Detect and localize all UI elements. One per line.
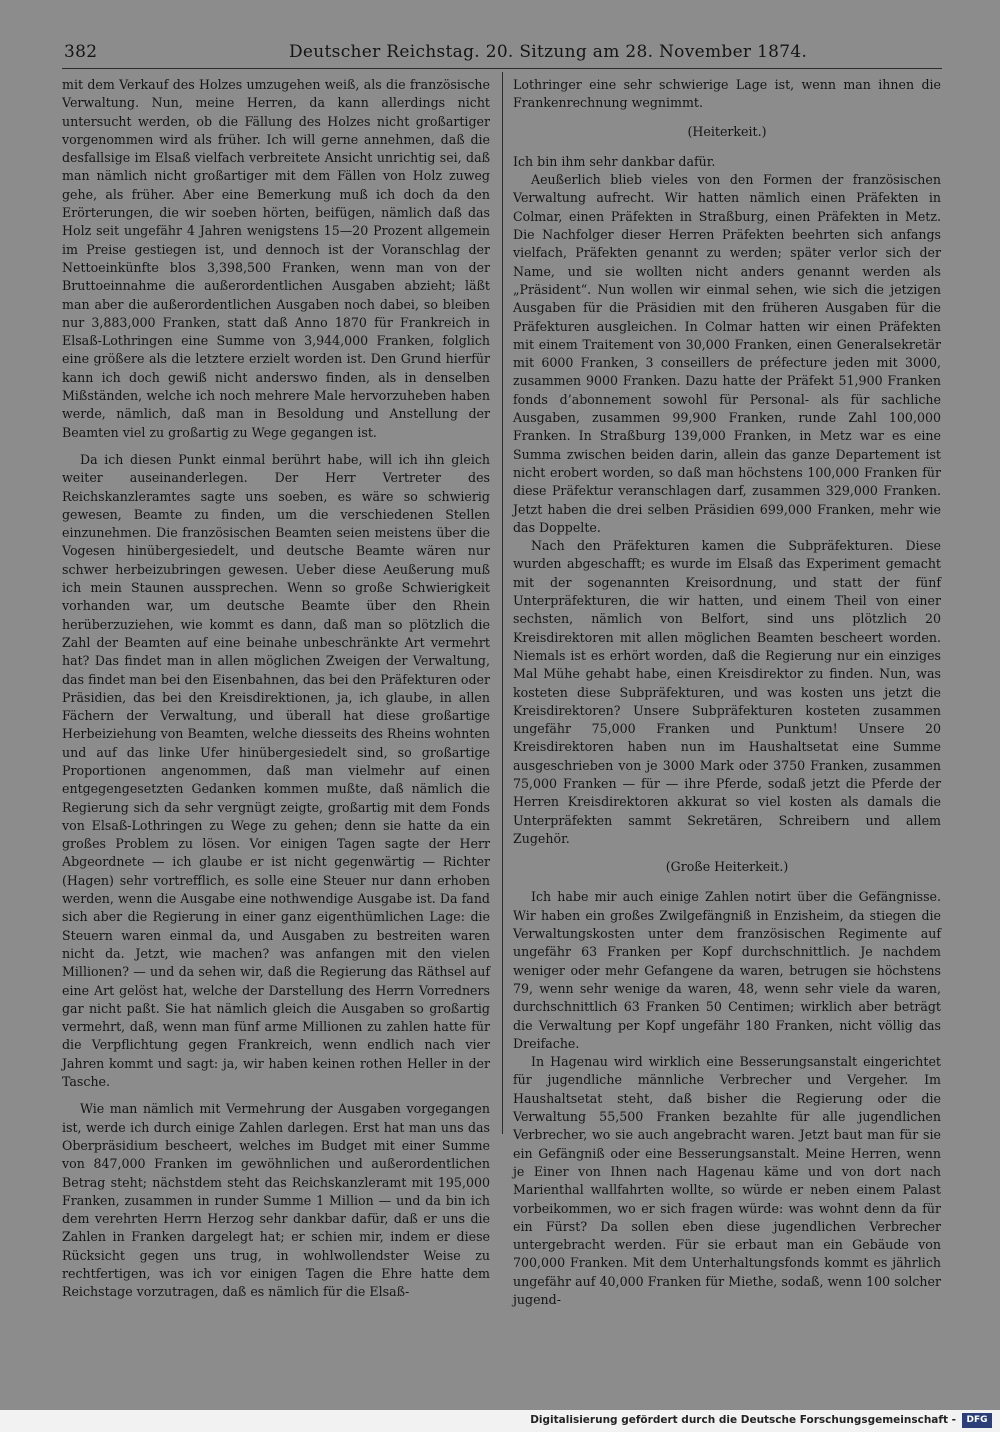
- interjection: (Heiterkeit.): [687, 123, 767, 139]
- right-column: [513, 76, 941, 1309]
- footer-bar: [0, 1410, 1000, 1432]
- paragraph: Nach den Präfekturen kamen die Subpräfekturen. Diese wurden abgeschafft; es wurde im Elsaß das Experiment gemacht mit der sogenannten Kreisordnung, und statt der fünf Unterpräfekturen, die wir hatten, und einem Theil von einer sechsten, nämlich von Belfort, sind uns plötzlich 20 Kreisdirektoren mit allen möglichen Beamten bescheert worden. Niemals ist es erhört worden, daß die Regierung nur ein einziges Mal Mühe gehabt habe, einen Kreisdirektor zu finden. Nun, was kosteten diese Subpräfekturen, und was kosten uns jetzt die Kreisdirektoren? Unsere Subpräfekturen kosteten zusammen ungefähr 75,000 Franken und Punktum! Unsere 20 Kreisdirektoren haben nun im Haushaltsetat eine Summe ausgeschrieben von je 3000 Mark oder 3750 Franken, zusammen 75,000 Franken — für — ihre Pferde, sodaß jetzt die Pferde der Herren Kreisdirektoren akkurat so viel kosten als damals die Unterpräfekten sammt Sekretären, Schreibern und allem Zugehör.: [513, 538, 941, 846]
- paragraph: In Hagenau wird wirklich eine Besserungsanstalt eingerichtet für jugendliche männliche Verbrecher und Vergeher. Im Haushaltsetat steht, daß bisher die Regierung oder die Verwaltung 55,500 Franken bezahlte für alle jugendlichen Verbrecher, wo sie auch angebracht waren. Jetzt baut man für sie ein Gefängniß oder eine Besserungsanstalt. Meine Herren, wenn je Einer von Ihnen nach Hagenau käme und von dort nach Marienthal wallfahrten wollte, so würde er neben einem Palast vorbeikommen, wo er sich fragen würde: was wohnt denn da für ein Fürst? Da sollen eben diese jugendlichen Verbrecher untergebracht werden. Für sie erbaut man ein Gebäude von 700,000 Franken. Mit dem Unterhaltungsfonds kommt es jährlich ungefähr auf 40,000 Franken für Miethe, sodaß, wenn 100 solcher jugend-: [513, 1054, 941, 1307]
- column-divider: [502, 72, 503, 1134]
- header-rule: [62, 68, 942, 69]
- running-title: Deutscher Reichstag. 20. Sitzung am 28. November 1874.: [289, 42, 808, 62]
- paragraph: Ich bin ihm sehr dankbar dafür.: [513, 153, 716, 169]
- paragraph: Wie man nämlich mit Vermehrung der Ausgaben vorgegangen ist, werde ich durch einige Zahlen darlegen. Erst hat man uns das Oberpräsidium bescheert, welches im Budget mit einer Summe von 847,000 Franken im gewöhnlichen und außerordentlichen Betrag steht; nächstdem steht das Reichskanzleramt mit 195,000 Franken, zusammen in runder Summe 1 Million — und da bin ich dem verehrten Herrn Herzog sehr dankbar dafür, daß er uns die Zahlen in Franken dargelegt hat; er schien mir, indem er diese Rücksicht gegen uns trug, in wohlwollendster Weise zu rechtfertigen, was ich vor einigen Tagen die Ehre hatte dem Reichstage vorzutragen, daß es nämlich für die Elsaß-: [62, 1101, 490, 1300]
- interjection: (Große Heiterkeit.): [665, 859, 789, 875]
- page-number: 382: [64, 42, 98, 62]
- paragraph: mit dem Verkauf des Holzes umzugehen weiß, als die französische Verwaltung. Nun, meine Herren, da kann allerdings nicht untersucht werden, ob die Fällung des Holzes nicht großartiger vorgenommen wird als früher. Ich will gerne annehmen, daß die desfallsige im Elsaß vielfach verbreitete Ansicht unrichtig sei, daß man nämlich nicht großartiger mit dem Fällen von Holz zuweg gehe, als früher. Aber eine Bemerkung muß ich doch da den Erörterungen, die wir soeben hörten, beifügen, nämlich daß das Holz seit ungefähr 4 Jahren wenigstens 15—20 Prozent allgemein im Preise gestiegen ist, und dennoch ist der Voranschlag der Nettoeinkünfte blos 3,398,500 Franken, wenn man von der Bruttoeinnahme die außerordentlichen Ausgaben abzieht; läßt man aber die außerordentlichen Ausgaben noch dabei, so bleiben nur 3,883,000 Franken, statt daß Anno 1870 für Frankreich in Elsaß-Lothringen eine Summe von 3,944,000 Franken, folglich eine größere als die letztere erzielt worden ist. Den Grund hierfür kann ich doch gewiß nicht anderswo finden, als in denselben Mißständen, welche ich noch mehrere Male hervorzuheben haben werde, nämlich, daß man in Besoldung und Anstellung der Beamten viel zu großartig zu Wege gegangen ist.: [62, 77, 490, 440]
- paragraph: Da ich diesen Punkt einmal berührt habe, will ich ihn gleich weiter auseinanderlegen. Der Herr Vertreter des Reichskanzleramtes sagte uns soeben, es wäre so schwierig gewesen, Beamte zu finden, um die verschiedenen Stellen einzunehmen. Die französischen Beamten seien meistens über die Vogesen hinübergesiedelt, und deutsche Beamte wären nur schwer herbeizubringen gewesen. Ueber diese Aeußerung muß ich mein Staunen aussprechen. Wenn so große Schwierigkeit vorhanden war, um deutsche Beamte über den Rhein herüberzuziehen, wie kommt es dann, daß man so plötzlich die Zahl der Beamten auf eine beinahe unbeschränkte Art vermehrt hat? Das findet man in allen möglichen Zweigen der Verwaltung, das findet man bei den Eisenbahnen, das bei den Präfekturen oder Präsidien, das bei den Kreisdirektionen, ja, ich glaube, in allen Fächern der Verwaltung, und überall hat diese großartige Herbeiziehung von Beamten, welche diesseits des Rheins wohnten und auf das linke Ufer hinübergesiedelt sind, so großartige Proportionen angenommen, daß man vielmehr auf einen entgegengesetzten Gedanken kommen mußte, daß nämlich die Regierung sich da sehr vergnügt zeigte, großartig mit dem Fonds von Elsaß-Lothringen zu Wege zu gehen; denn sie hatte da ein großes Problem zu lösen. Vor einigen Tagen sagte der Herr Abgeordnete — ich glaube er ist nicht gegenwärtig — Richter (Hagen) sehr vortrefflich, es solle eine Steuer nur dann erhoben werden, wenn die Ausgabe eine nothwendige Ausgabe ist. Da fand sich aber die Regierung in einer ganz eigenthümlichen Lage: die Steuern waren einmal da, und Ausgaben zu bestreiten waren nicht da. Jetzt, wie machen? was anfangen mit den vielen Millionen? — und da sehen wir, daß die Regierung das Räthsel auf eine Art gelöst hat, welche der Darstellung des Herrn Vorredners gar nicht paßt. Sie hat nämlich gleich die Ausgaben so großartig vermehrt, daß, wenn man fünf arme Millionen zu zahlen hatte für die Verpflichtung gegen Frankreich, wenn endlich nach vier Jahren kommt und sagt: ja, wir haben keinen rothen Heller in der Tasche.: [62, 451, 490, 1090]
- page-header: [64, 42, 944, 66]
- paragraph: Lothringer eine sehr schwierige Lage ist, wenn man ihnen die Frankenrechnung wegnimmt.: [513, 77, 941, 111]
- dfg-logo: DFG: [962, 1413, 992, 1428]
- left-column: [62, 76, 490, 1302]
- paragraph: Aeußerlich blieb vieles von den Formen der französischen Verwaltung aufrecht. Wir hatten nämlich einen Präfekten in Colmar, einen Präfekten in Straßburg, einen Präfekten in Metz. Die Nachfolger dieser Herren Präfekten beehrten sich anfangs vielfach, Präfekten genannt zu werden; später verlor sich der Name, und sie wollten nicht anders genannt werden als „Präsident“. Nun wollen wir einmal sehen, wie sich die jetzigen Ausgaben für die Präsidien mit den früheren Ausgaben für die Präfekturen ausgleichen. In Colmar hatten wir einen Präfekten mit einem Traitement von 30,000 Franken, einen Generalsekretär mit 6000 Franken, 3 conseillers de préfecture jeden mit 3000, zusammen 9000 Franken. Dazu hatte der Präfekt 51,900 Franken fonds d’abonnement sowohl für Personal- als für sachliche Ausgaben, zusammen 99,900 Franken, runde Zahl 100,000 Franken. In Straßburg 139,000 Franken, in Metz war es eine Summa zwischen beiden darin, allein das ganze Departement ist nicht erobert worden, so daß man höchstens 100,000 Franken für diese Präfektur veranschlagen darf, zusammen 329,000 Franken. Jetzt haben die drei selben Präsidien 699,000 Franken, mehr wie das Doppelte.: [513, 172, 941, 535]
- funding-credit: Digitalisierung gefördert durch die Deutsche Forschungsgemeinschaft -: [530, 1414, 956, 1426]
- paragraph: Ich habe mir auch einige Zahlen notirt über die Gefängnisse. Wir haben ein großes Zwilgefängniß in Enzisheim, da stiegen die Verwaltungskosten unter dem französischen Regimente auf ungefähr 63 Franken per Kopf durchschnittlich. Je nachdem weniger oder mehr Gefangene da waren, betrugen sie höchstens 79, wenn sehr wenige da waren, 48, wenn sehr viele da waren, durchschnittlich 63 Franken 50 Centimen; wirklich aber beträgt die Verwaltung per Kopf ungefähr 180 Franken, nicht völlig das Dreifache.: [513, 889, 941, 1051]
